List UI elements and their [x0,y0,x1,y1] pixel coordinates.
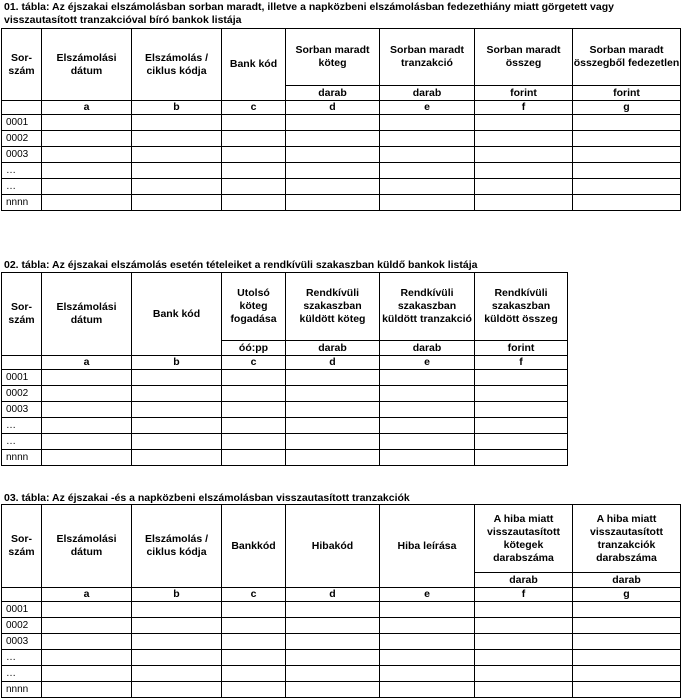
table-cell [380,434,475,450]
table-cell [42,163,132,179]
table-cell [380,386,475,402]
table-cell [42,618,132,634]
table-cell [132,147,222,163]
table-cell [380,602,475,618]
table-cell [42,131,132,147]
table-cell [286,682,380,698]
table-cell [380,666,475,682]
table-cell [132,618,222,634]
t3-body [2,602,681,698]
t1-letter-g: g [573,101,681,115]
table-cell [222,450,286,466]
table-cell [132,370,222,386]
table-cell [475,650,573,666]
t2-letter-f: f [475,356,568,370]
t2-unit-d: darab [286,341,380,356]
t3-letter-blank [2,588,42,602]
row-number: 0001 [2,370,42,386]
row-number: 0003 [2,634,42,650]
t1-header-ciklus-kod: Elszámolás / ciklus kódja [132,29,222,101]
table-cell [222,370,286,386]
row-number: 0003 [2,147,42,163]
table-cell [380,147,475,163]
table1-title: 01. tábla: Az éjszakai elszámolásban sorban maradt, illetve a napközbeni elszámolásban fedezethiány miatt görgetett vagy visszautasított tranzakcióval bíró bankok listája [4,1,614,26]
t3-letter-b: b [132,588,222,602]
table-cell [222,163,286,179]
table-row [2,634,681,650]
row-number: 0002 [2,386,42,402]
table-cell [475,618,573,634]
table-cell [573,634,681,650]
table-cell [132,666,222,682]
table-cell [222,682,286,698]
table-cell [42,650,132,666]
table-cell [286,402,380,418]
row-number: … [2,666,42,682]
table-cell [475,402,568,418]
t2-letter-e: e [380,356,475,370]
table-cell [222,179,286,195]
table-cell [132,682,222,698]
table-cell [380,402,475,418]
table-cell [286,418,380,434]
table-cell [42,666,132,682]
t1-body [2,115,681,211]
table-row [2,402,568,418]
table-cell [380,163,475,179]
t1-letter-f: f [475,101,573,115]
table-cell [222,131,286,147]
table-cell [475,666,573,682]
table-cell [380,370,475,386]
table-row [2,163,681,179]
table-row [2,115,681,131]
t1-letter-c: c [222,101,286,115]
t2-header-rendkivuli-osszeg: Rendkívüli szakaszban küldött összeg [475,273,568,341]
table-cell [222,402,286,418]
t3-header-tranzakciok-darabszama: A hiba miatt visszautasított tranzakciók darabszáma [573,505,681,573]
row-number: 0001 [2,602,42,618]
table3-title: 03. tábla: Az éjszakai -és a napközbeni elszámolásban visszautasított tranzakciók [4,492,410,504]
table-cell [475,370,568,386]
t1-header-bank-kod: Bank kód [222,29,286,101]
table-row [2,195,681,211]
table-cell [380,179,475,195]
t2-unit-e: darab [380,341,475,356]
t2-letter-d: d [286,356,380,370]
table-cell [42,434,132,450]
table-row [2,450,568,466]
table-cell [222,386,286,402]
table-cell [380,195,475,211]
table-cell [222,434,286,450]
table-cell [475,163,573,179]
table-cell [475,634,573,650]
table-cell [286,131,380,147]
t1-unit-d: darab [286,86,380,101]
table-cell [286,147,380,163]
table-cell [286,450,380,466]
table-cell [380,650,475,666]
t2-header-bank-kod: Bank kód [132,273,222,356]
t3-header-hiba-leirasa: Hiba leírása [380,505,475,588]
t3-letter-c: c [222,588,286,602]
t1-header-elszamolasi-datum: Elszámolási dátum [42,29,132,101]
t3-header-bankkod: Bankkód [222,505,286,588]
table-cell [286,634,380,650]
t2-letter-blank [2,356,42,370]
table-cell [42,402,132,418]
table2-title: 02. tábla: Az éjszakai elszámolás esetén tételeiket a rendkívüli szakaszban küldő bankok listája [4,259,478,271]
t1-header-sorban-tranzakcio: Sorban maradt tranzakció [380,29,475,86]
table-cell [286,163,380,179]
row-number: … [2,179,42,195]
t2-letter-a: a [42,356,132,370]
table-cell [573,666,681,682]
row-number: … [2,650,42,666]
table-cell [573,147,681,163]
table-cell [42,450,132,466]
table-cell [132,434,222,450]
table-cell [42,682,132,698]
t1-unit-g: forint [573,86,681,101]
table-cell [132,131,222,147]
table-cell [132,450,222,466]
table2 [1,272,568,466]
t1-letter-blank [2,101,42,115]
table-cell [475,602,573,618]
row-number: nnnn [2,195,42,211]
table-cell [573,179,681,195]
table-cell [475,147,573,163]
table-cell [222,115,286,131]
table-cell [286,370,380,386]
table3 [1,504,681,698]
table-cell [286,179,380,195]
table-cell [573,131,681,147]
table-cell [286,650,380,666]
table-row [2,682,681,698]
table1 [1,28,681,211]
t2-header-elszamolasi-datum: Elszámolási dátum [42,273,132,356]
table-cell [222,650,286,666]
table-cell [380,618,475,634]
t2-header-sorszam: Sor-szám [2,273,42,356]
t3-unit-f: darab [475,573,573,588]
table-cell [132,179,222,195]
table-cell [286,434,380,450]
table-cell [132,163,222,179]
table-cell [380,418,475,434]
table-row [2,434,568,450]
table-cell [475,179,573,195]
table-row [2,131,681,147]
table-cell [42,195,132,211]
table-cell [573,602,681,618]
t1-unit-e: darab [380,86,475,101]
table-cell [132,634,222,650]
table-cell [475,115,573,131]
table-cell [222,618,286,634]
row-number: nnnn [2,682,42,698]
t1-letter-a: a [42,101,132,115]
t3-letter-e: e [380,588,475,602]
t2-header-utolso-koteg: Utolsó köteg fogadása [222,273,286,341]
table-cell [222,147,286,163]
table-row [2,179,681,195]
t3-header-hibakod: Hibakód [286,505,380,588]
table-cell [132,418,222,434]
table-row [2,386,568,402]
table-cell [380,682,475,698]
table-cell [380,115,475,131]
table-cell [475,450,568,466]
table-cell [222,666,286,682]
row-number: nnnn [2,450,42,466]
t1-unit-f: forint [475,86,573,101]
table-cell [573,195,681,211]
row-number: 0002 [2,618,42,634]
table-cell [42,634,132,650]
t3-letter-f: f [475,588,573,602]
table-cell [42,370,132,386]
table-cell [475,195,573,211]
table-cell [42,179,132,195]
t3-letter-a: a [42,588,132,602]
table-row [2,618,681,634]
row-number: 0003 [2,402,42,418]
table-cell [132,115,222,131]
t1-letter-b: b [132,101,222,115]
table-cell [380,450,475,466]
table-row [2,147,681,163]
table-cell [132,195,222,211]
table-cell [573,115,681,131]
table-row [2,370,568,386]
t3-letter-g: g [573,588,681,602]
table-cell [42,602,132,618]
table-cell [475,434,568,450]
table-cell [132,386,222,402]
table-cell [286,195,380,211]
t1-header-sorszam: Sor-szám [2,29,42,101]
table-cell [573,163,681,179]
table-cell [222,195,286,211]
table-cell [42,147,132,163]
table-row [2,666,681,682]
table-cell [475,418,568,434]
row-number: … [2,434,42,450]
t2-header-rendkivuli-tranzakcio: Rendkívüli szakaszban küldött tranzakció [380,273,475,341]
t2-unit-f: forint [475,341,568,356]
row-number: 0002 [2,131,42,147]
t1-header-fedezetlen: Sorban maradt összegből fedezetlen [573,29,681,86]
table-row [2,650,681,666]
table-cell [286,115,380,131]
table-cell [132,402,222,418]
table-cell [222,418,286,434]
table-cell [380,131,475,147]
table-row [2,602,681,618]
row-number: … [2,163,42,179]
table-cell [286,386,380,402]
t2-body [2,370,568,466]
t3-unit-g: darab [573,573,681,588]
table-cell [573,618,681,634]
table-cell [286,602,380,618]
t3-header-sorszam: Sor-szám [2,505,42,588]
table-cell [573,650,681,666]
t2-header-rendkivuli-koteg: Rendkívüli szakaszban küldött köteg [286,273,380,341]
t3-header-ciklus-kod: Elszámolás / ciklus kódja [132,505,222,588]
t1-letter-d: d [286,101,380,115]
table-cell [286,618,380,634]
t3-header-kotegek-darabszama: A hiba miatt visszautasított kötegek darabszáma [475,505,573,573]
t2-unit-c: óó:pp [222,341,286,356]
table-cell [380,634,475,650]
t1-letter-e: e [380,101,475,115]
t2-letter-c: c [222,356,286,370]
t1-header-sorban-koteg: Sorban maradt köteg [286,29,380,86]
table-cell [132,602,222,618]
table-row [2,418,568,434]
table-cell [286,666,380,682]
table-cell [475,131,573,147]
table-cell [222,634,286,650]
table-cell [42,115,132,131]
t1-header-sorban-osszeg: Sorban maradt összeg [475,29,573,86]
table-cell [42,418,132,434]
table-cell [222,602,286,618]
t3-header-elszamolasi-datum: Elszámolási dátum [42,505,132,588]
table-cell [132,650,222,666]
t2-letter-b: b [132,356,222,370]
row-number: 0001 [2,115,42,131]
row-number: … [2,418,42,434]
table-cell [573,682,681,698]
table-cell [42,386,132,402]
table-cell [475,386,568,402]
table-cell [475,682,573,698]
t3-letter-d: d [286,588,380,602]
